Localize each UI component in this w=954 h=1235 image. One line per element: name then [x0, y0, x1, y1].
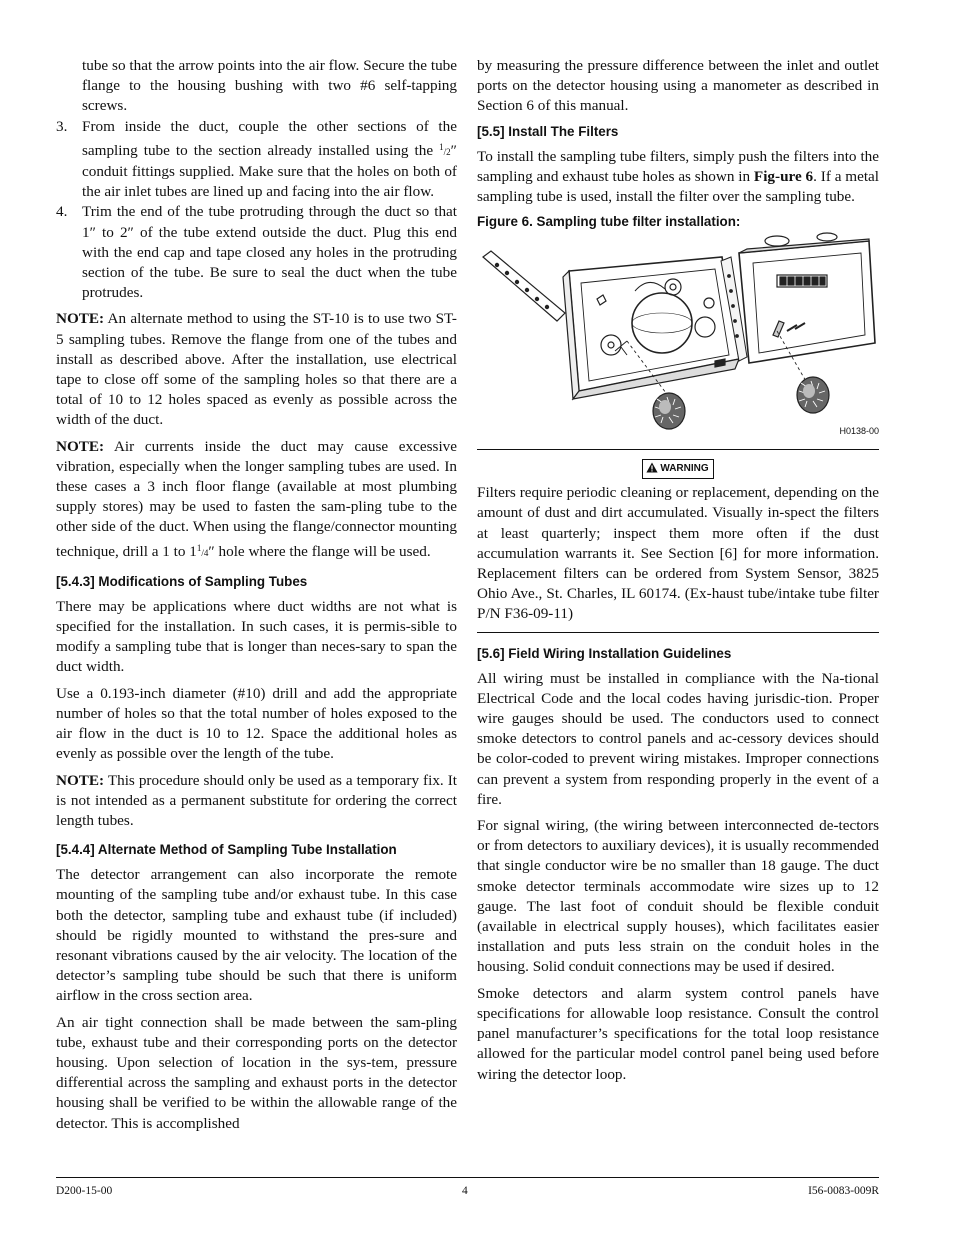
warning-badge [642, 459, 713, 479]
paragraph-remote-mounting: The detector arrangement can also incorporate the remote mounting of the sampling tube and/or exhaust tube. In this case both the detector, sampling tube and exhaust tube (if included) should be rigidly mounted to withstand the pres-sure and resonant vibrations caused by the air velocity. The location of the detector’s sampling tube should be such that there is uniform airflow in the cross section area. [56, 866, 457, 1005]
figure-reference: Fig-ure 6 [753, 167, 814, 185]
list-text: Trim the end of the tube protruding through the duct so that 1″ to 2″ of the tube extend outside the duct. Plug this end with the end cap and tape closed any holes in the protruding section of the tube. Be sure to seal the duct when the tube protrudes. [82, 203, 457, 302]
note-air-currents [56, 437, 457, 563]
paragraph-tube-continuation: tube so that the arrow points into the air flow. Secure the tube flange to the housing bushing with two #6 self-tapping screws. [82, 57, 457, 115]
paragraph-modification-intro: There may be applications where duct widths are not what is specified for the installation. In such cases, it is permis-sible to modify a sampling tube that is longer than neces-sary to span the duct width. [56, 597, 457, 676]
figure-filter-installation [477, 231, 879, 449]
list-item-4 [56, 202, 457, 303]
fraction-numerator: 1 [196, 542, 202, 553]
paragraph-loop-resistance: Smoke detectors and alarm system control panels have specifications for allowable loop resistance. Consult the control panel manufacturer’s specifications for the total loop resistance allowed for the particular model control panel being used before wiring the detector loop. [477, 984, 879, 1083]
paragraph-drill-holes: Use a 0.193-inch diameter (#10) drill and add the appropriate number of holes so that the total number of holes exposed to the air flow in the duct is 10 to 12. Space the additional holes as evenly as possible over the length of the tube. [56, 684, 457, 763]
note-text: ″ hole where the flange will be used. [208, 542, 431, 560]
figure-code: H0138-00 [839, 426, 879, 437]
warning-triangle-icon [646, 462, 658, 473]
divider [477, 449, 879, 450]
fraction-denominator: /4 [201, 547, 209, 558]
page-number: 4 [462, 1185, 468, 1197]
note-text: Air currents inside the duct may cause excessive vibration, especially when the longer sampling tubes are used. In these cases a 3 inch floor flange (available at most plumbing supply stores) may be used to fasten the sam-pling tube to the other side of the duct. When using the flange/connector mounting technique, drill a 1 to 1 [56, 437, 457, 560]
paragraph-wiring-compliance: All wiring must be installed in compliance with the Na-tional Electrical Code and the local codes having jurisdic-tion. Proper wire gauges should be used. The conductors used to connect smoke detectors to control panels and ac-cessory devices should be color-coded to prevent wiring mistakes. Improper connections can prevent a system from responding properly in the event of a fire. [477, 669, 879, 808]
fraction-denominator: /2 [443, 146, 451, 157]
paragraph-filter-maintenance: Filters require periodic cleaning or replacement, depending on the amount of dust and dirt accumulated. Visually in-spect the filters at least quarterly; inspect them more often if the dust accumulation warrants it. See Section [6] for more information. Replacement filters can be ordered from System Sensor, 3825 Ohio Ave., St. Charles, IL 60174. (Ex-haust tube/intake tube filter P/N F36-09-11) [477, 484, 879, 623]
section-heading-5-5: [5.5] Install The Filters [477, 123, 619, 139]
note-text: An alternate method to using the ST-10 is to use two ST-5 sampling tubes. Remove the flange from one of the tubes and install as described above. After the installation, use electrical tape to close off some of the sampling holes so that there are a total of 10 to 12 holes spaced as evenly as possible across the width of the duct. [56, 310, 457, 429]
detector-housing-illustration [477, 231, 879, 449]
list-text: ″ conduit fittings supplied. Make sure that the holes on both of the air inlet tubes are lined up and facing into the air flow. [82, 141, 457, 201]
housing-cover [739, 233, 875, 363]
filter-right [797, 377, 829, 413]
note-alternate-method [56, 309, 457, 430]
footer-manual-number: I56-0083-009R [808, 1185, 879, 1197]
divider [477, 632, 879, 633]
section-heading-5-6: [5.6] Field Wiring Installation Guidelines [477, 645, 732, 661]
section-heading-5-4-4: [5.4.4] Alternate Method of Sampling Tube Installation [56, 842, 397, 858]
paragraph-signal-wiring: For signal wiring, (the wiring between interconnected de-tectors or from detectors to auxiliary devices), it is usually recommended that single conductor wire be no smaller than 18 gauge. The duct smoke detector terminals accommodate wire sizes up to 12 gauge. The last foot of conduit should be flexible conduit (available in electrical supply houses), which facilitates easier installation and puts less strain on the conduit holes in the housing. Solid conduit connections may be used if desired. [477, 817, 879, 976]
warning-label-container [477, 457, 879, 479]
paragraph-air-tight-connection: An air tight connection shall be made between the sam-pling tube, exhaust tube and their corresponding ports on the detector housing. Upon selection of location in the sys-tem, pressure differential across the sampling and exhaust ports in the detector housing shall be verified to be within the allowable range of the detector. This is accomplished [56, 1013, 457, 1132]
note-label: NOTE: [56, 310, 105, 328]
housing-base [563, 257, 739, 399]
page-footer [56, 1177, 879, 1197]
note-label: NOTE: [56, 771, 105, 789]
warning-text: WARNING [660, 463, 709, 475]
filter-left [653, 393, 685, 429]
left-column [56, 56, 457, 1140]
list-number: 4. [56, 203, 68, 221]
right-column [477, 56, 879, 1091]
paragraph-install-filters: To install the sampling tube filters, simply push the filters into the sampling and exhaust tube holes as shown in Fig-ure 6. If a metal sampling tube is used, install the filter over the sampling tube. [477, 147, 879, 206]
paragraph-manometer-continuation: by measuring the pressure difference between the inlet and outlet ports on the detector housing using a manometer as described in Section 6 of this manual. [477, 57, 879, 115]
list-item-3 [56, 117, 457, 203]
note-text: This procedure should only be used as a temporary fix. It is not intended as a permanent substitute for ordering the correct length tubes. [56, 771, 457, 829]
list-text: From inside the duct, couple the other sections of the sampling tube to the section already installed using the [82, 117, 457, 159]
sampling-tube [483, 251, 565, 321]
fraction-numerator: 1 [439, 141, 444, 152]
figure-caption: Figure 6. Sampling tube filter installation: [477, 214, 741, 230]
section-heading-5-4-3: [5.4.3] Modifications of Sampling Tubes [56, 573, 308, 589]
footer-doc-number: D200-15-00 [56, 1185, 113, 1197]
list-number: 3. [56, 117, 68, 135]
note-temporary-fix [56, 771, 457, 832]
note-label: NOTE: [56, 437, 105, 455]
